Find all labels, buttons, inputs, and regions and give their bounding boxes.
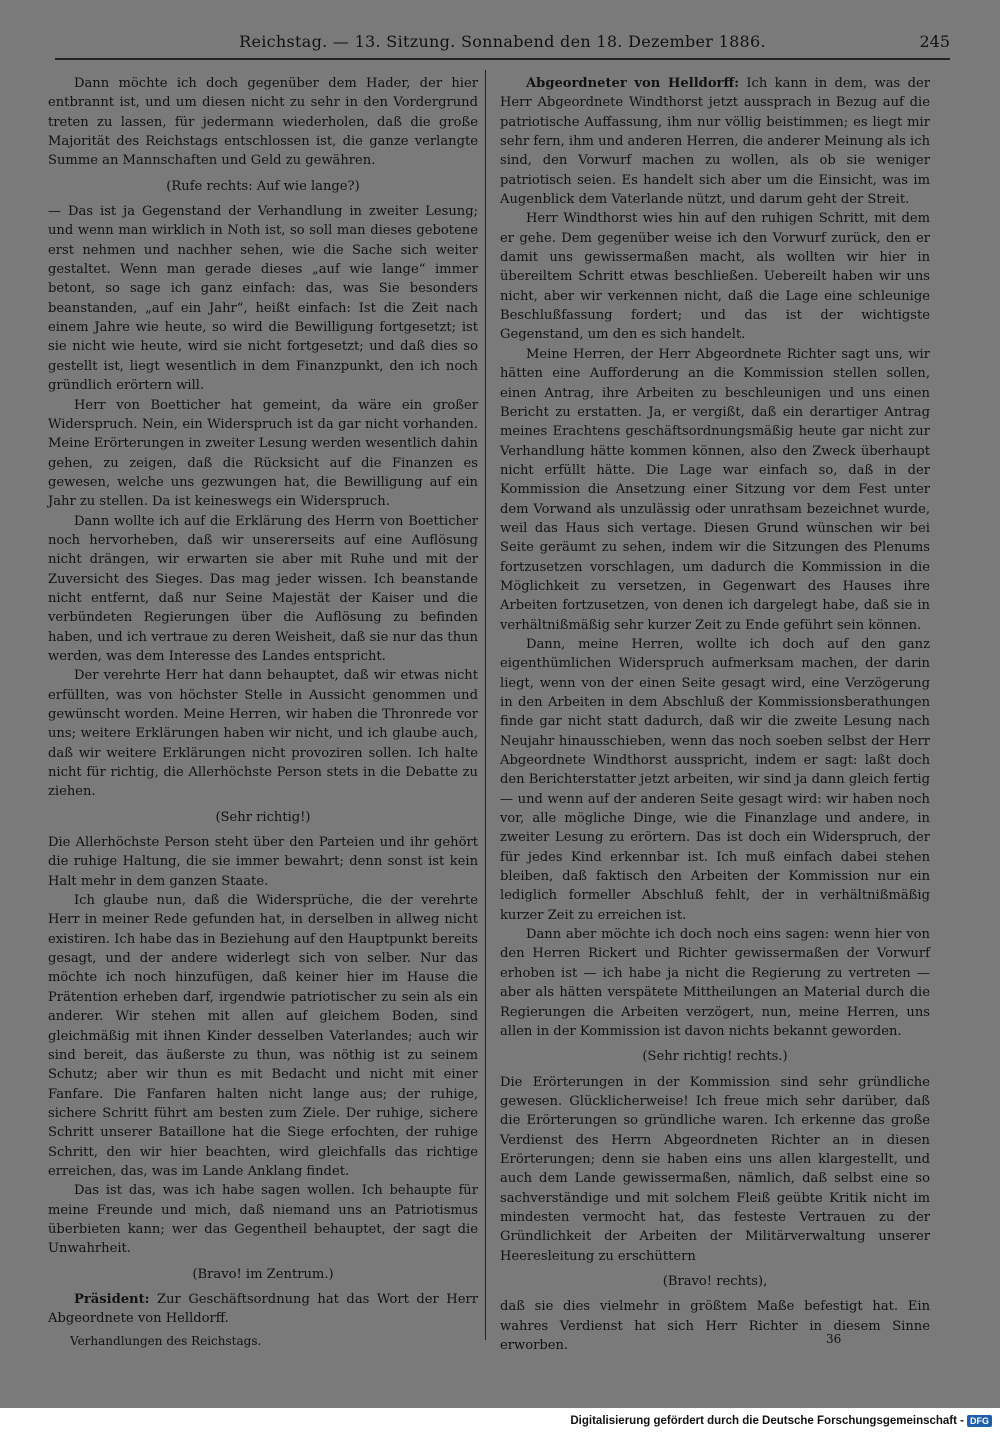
paragraph-text: Das ist das, was ich habe sagen wollen. Ich behaupte für meine Freunde und mich, daß niemand uns an Patriotismus überbieten kann; wer das Gegentheil behauptet, der sagt die Unwahrheit. bbox=[48, 1183, 478, 1257]
page-number: 245 bbox=[919, 32, 950, 51]
paragraph bbox=[48, 891, 478, 1181]
paragraph-text: (Bravo! im Zentrum.) bbox=[192, 1266, 334, 1282]
header-title: Reichstag. — 13. Sitzung. Sonnabend den 18. Dezember 1886. bbox=[239, 32, 766, 51]
paragraph-text: Zur Geschäftsordnung hat das Wort der Herr Abgeordnete von Helldorff. bbox=[48, 1291, 478, 1327]
interjection bbox=[48, 177, 478, 196]
paragraph-text: (Rufe rechts: Auf wie lange?) bbox=[166, 178, 360, 194]
footer-note: Verhandlungen des Reichstags. bbox=[70, 1334, 262, 1348]
speaker-name: Abgeordneter von Helldorff: bbox=[526, 76, 740, 91]
paragraph-text: (Sehr richtig!) bbox=[215, 809, 311, 825]
paragraph bbox=[500, 925, 930, 1041]
paragraph-text: Dann wollte ich auf die Erklärung des Herrn von Boetticher noch hervorheben, daß wir unsererseits auf eine Auflösung nicht drängen, wir erwarten sie aber mit Ruhe und mit der Zuversicht des Sieges. Das mag jeder wissen. Ich beanstande nicht entfernt, daß nur Seine Majestät der Kaiser und die verbündeten Regierungen über die Auflösung zu befinden haben, und ich vertraue zu deren Weisheit, daß sie nur das thun werden, was dem Interesse des Landes entspricht. bbox=[48, 513, 478, 664]
paragraph bbox=[48, 202, 478, 395]
paragraph bbox=[500, 209, 930, 344]
paragraph-text: (Sehr richtig! rechts.) bbox=[642, 1049, 788, 1065]
paragraph bbox=[48, 74, 478, 171]
paragraph bbox=[48, 512, 478, 667]
interjection bbox=[500, 1272, 930, 1291]
speaker-paragraph bbox=[500, 74, 930, 209]
paragraph-text: Die Erörterungen in der Kommission sind sehr gründliche gewesen. Glücklicherweise! Ich freue mich sehr darüber, daß die Erörterungen so gründliche waren. Ich erkenne das große Verdienst des Herrn Abgeordneten Richter an in diesen Erörterungen; denn sie haben eins uns allen klargestellt, und auch dem Lande gewissermaßen, nämlich, daß selbst eine so sachverständige und mit solchem Fleiß geübte Kritik nicht im mindesten vermocht hat, das festeste Vertrauen zu der Gründlichkeit der Arbeiten der Militärverwaltung unserer Heeresleitung zu erschüttern bbox=[500, 1074, 930, 1264]
paragraph bbox=[48, 1181, 478, 1258]
paragraph-text: Meine Herren, der Herr Abgeordnete Richter sagt uns, wir hätten eine Aufforderung an die Kommission stellen sollen, einen Antrag, ihre Arbeiten zu beschleunigen und uns einen Bericht zu erstatten. Ja, er vergißt, daß ein derartiger Antrag meines Erachtens geschäftsordnungsmäßig heute gar nicht zur Verhandlung hätte kommen können, also den Zweck überhaupt nicht erfüllt hätte. Die Lage war einfach so, daß in der Kommission die Ansetzung einer Sitzung vor dem Fest unter dem Vorwand als unzulässig oder unrathsam bezeichnet wurde, weil das Haus sich vertage. Diesen Grund wünschen wir bei Seite geräumt zu sehen, indem wir die Sitzungen des Plenums fortzusetzen vorschlagen, um dadurch die Kommission in die Möglichkeit zu versetzen, in Gegenwart des Hauses ihre Arbeiten fortzusetzen, von denen ich dargelegt habe, daß sie in verhältnißmäßig sehr kurzer Zeit zu Ende geführt sein können. bbox=[500, 346, 930, 633]
paragraph bbox=[500, 345, 930, 635]
column-divider bbox=[485, 70, 486, 1340]
paragraph bbox=[48, 396, 478, 512]
paragraph-text: daß sie dies vielmehr in größtem Maße befestigt hat. Ein wahres Verdienst hat sich Herr Richter in diesem Sinne erworben. bbox=[500, 1299, 930, 1353]
paragraph-text: Dann aber möchte ich doch noch eins sagen: wenn hier von den Herren Rickert und Richter gewissermaßen der Vorwurf erhoben ist — ich habe ja nicht die Regierung zu vertreten — aber als hätten verspätete Mittheilungen an Material durch die Regierungen die Arbeiten verzögert, nun, meine Herren, uns allen in der Kommission ist davon nichts bekannt geworden. bbox=[500, 927, 930, 1039]
paragraph-text: Dann, meine Herren, wollte ich doch auf den ganz eigenthümlichen Widerspruch aufmerksam machen, der darin liegt, wenn von der einen Seite gesagt wird, eine Verzögerung in den Arbeiten in dem Abschluß der Kommissionsberathungen finde gar nicht statt dadurch, daß wir die zweite Lesung nach Neujahr hinausschieben, wenn das noch soeben selbst der Herr Abgeordnete Windthorst ausspricht, indem er sagt: laßt doch den Berichterstatter jetzt arbeiten, wir sind ja dann gleich fertig — und wenn auf der anderen Seite gesagt wird: wir haben noch vor, alle mögliche Dinge, wie die Finanzlage und andere, in zweiter Lesung zu erörtern. Das ist doch ein Widerspruch, der für jedes Kind erkennbar ist. Ich muß einfach dabei stehen bleiben, daß faktisch den Arbeiten der Kommission nur ein lediglich formeller Abschluß fehlt, der in verhältnißmäßig kurzer Zeit zu erreichen ist. bbox=[500, 636, 930, 923]
funding-text: Digitalisierung gefördert durch die Deutsche Forschungsgemeinschaft - bbox=[570, 1415, 964, 1427]
paragraph-text: (Bravo! rechts), bbox=[662, 1273, 768, 1289]
paragraph bbox=[48, 833, 478, 891]
paragraph-text: — Das ist ja Gegenstand der Verhandlung in zweiter Lesung; und wenn man wirklich in Noth ist, so soll man dieses gebotene erst nehmen und nachher sehen, wie die Sache sich weiter gestaltet. Wenn man gerade dieses „auf wie lange“ immer betont, so sage ich ganz einfach: das, was Sie besonders beanstanden, „auf ein Jahr“, heißt einfach: Ist die Zeit nach einem Jahre wie heute, so wird die Bewilligung fortgesetzt; ist sie nicht wie heute, wird sie nicht fortgesetzt; und daß dies so gestellt ist, liegt wesentlich in dem Finanzpunkt, den ich noch gründlich erörtern will. bbox=[48, 204, 478, 394]
speaker-paragraph bbox=[48, 1290, 478, 1329]
paragraph bbox=[500, 635, 930, 925]
paragraph-text: Herr Windthorst wies hin auf den ruhigen Schritt, mit dem er gehe. Dem gegenüber weise ich den Vorwurf zurück, den er damit uns gewissermaßen macht, als wollten wir hier in übereiltem Schritt etwas beschließen. Uebereilt haben wir uns nicht, aber wir verkennen nicht, daß die Lage eine schleunige Beschlußfassung fordert; und das ist der wichtigste Gegenstand, um den es sich handelt. bbox=[500, 211, 930, 343]
interjection bbox=[48, 808, 478, 827]
paragraph-text: Ich glaube nun, daß die Widersprüche, die der verehrte Herr in meiner Rede gefunden hat, in derselben in allweg nicht existiren. Ich habe das in Beziehung auf den Hauptpunkt bereits gesagt, und der andere widerlegt sich von selber. Nur das möchte ich noch hinzufügen, daß keiner hier im Hause die Prätention erheben darf, irgendwie patriotischer zu sein als ein anderer. Wir stehen mit allen auf gleichem Boden, sind gleichmäßig mit ihnen Kinder desselben Vaterlandes; auch wir sind bereit, das äußerste zu thun, was nöthig ist zu seinem Schutz; aber wir thun es mit Bedacht und nicht mit einer Fanfare. Die Fanfaren halten nicht lange aus; der ruhige, sichere Schritt führt am besten zum Ziele. Der ruhige, sichere Schritt unserer Bataillone hat die Siege erfochten, der ruhige Schritt, den wir hier beachten, wird gleichfalls das richtige erreichen, das, was im Lande Anklang findet. bbox=[48, 893, 478, 1179]
left-column bbox=[48, 74, 478, 1329]
right-column bbox=[500, 74, 930, 1355]
paragraph bbox=[500, 1073, 930, 1266]
running-header bbox=[55, 30, 950, 60]
paragraph-text: Dann möchte ich doch gegenüber dem Hader, der hier entbrannt ist, und um diesen nicht zu sehr in den Vordergrund treten zu lassen, für jedermann wiederholen, daß die große Majorität des Reichstags entschlossen ist, die ganze verlangte Summe an Mannschaften und Geld zu gewähren. bbox=[48, 76, 478, 169]
sheet-number: 36 bbox=[826, 1332, 842, 1346]
paragraph-text: Die Allerhöchste Person steht über den Parteien und ihr gehört die ruhige Haltung, die sie immer bewahrt; denn sonst ist kein Halt mehr in dem ganzen Staate. bbox=[48, 835, 478, 889]
interjection bbox=[500, 1047, 930, 1066]
paragraph-text: Herr von Boetticher hat gemeint, da wäre ein großer Widerspruch. Nein, ein Widerspruch ist da gar nicht vorhanden. Meine Erörterungen in zweiter Lesung werden wesentlich dahin gehen, zu zeigen, daß die Rücksicht auf die Finanzen es gewesen, welche uns gezwungen hat, die Bewilligung auf ein Jahr zu stellen. Da ist keineswegs ein Widerspruch. bbox=[48, 397, 478, 510]
interjection bbox=[48, 1265, 478, 1284]
dfg-logo: DFG bbox=[967, 1415, 992, 1427]
paragraph bbox=[500, 1297, 930, 1355]
speaker-name: Präsident: bbox=[74, 1291, 150, 1307]
paragraph-text: Ich kann in dem, was der Herr Abgeordnete Windthorst jetzt aussprach in Bezug auf die patriotische Auffassung, ihm nur völlig beistimmen; es liegt mir sehr fern, ihm und anderen Herren, die anderer Meinung als ich sind, den Vorwurf machen zu wollen, als ob sie weniger patriotisch seien. Es handelt sich aber um die Einsicht, was im Augenblick dem Vaterlande nützt, und darum geht der Streit. bbox=[500, 76, 931, 208]
funding-note bbox=[570, 1414, 992, 1428]
paragraph bbox=[48, 666, 478, 801]
paragraph-text: Der verehrte Herr hat dann behauptet, daß wir etwas nicht erfüllten, was von höchster Stelle in Aussicht genommen und gewünscht worden. Meine Herren, wir haben die Thronrede vor uns; weitere Erklärungen haben wir nicht, und ich glaube auch, daß wir weitere Erklärungen nicht provoziren sollen. Ich halte nicht für richtig, die Allerhöchste Person stets in die Debatte zu ziehen. bbox=[48, 668, 478, 800]
